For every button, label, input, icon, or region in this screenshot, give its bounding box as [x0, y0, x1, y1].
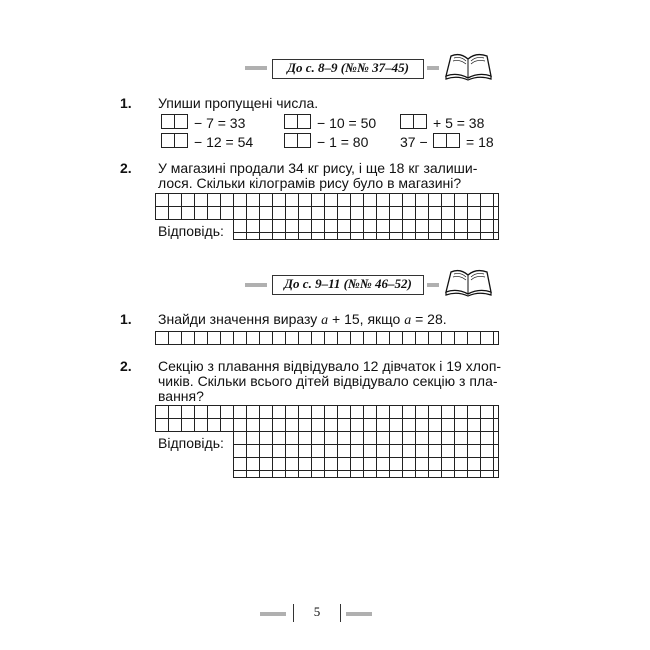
task-text-line: вання?	[158, 388, 204, 404]
answer-grid[interactable]	[233, 431, 499, 478]
equation-text: − 7 = 33	[194, 115, 246, 131]
header-bar-left	[245, 283, 267, 287]
task-text-line: чиків. Скільки всього дітей відвідувало секцію з пла-	[158, 373, 498, 389]
answer-box[interactable]	[297, 133, 311, 148]
equation-text: = 18	[466, 134, 494, 150]
task-text-line: Секцію з плавання відвідувало 12 дівчаток і 19 хлоп-	[158, 358, 502, 374]
equation-text: − 1 = 80	[317, 134, 369, 150]
task-text-part: = 28.	[415, 311, 447, 327]
variable-a: а	[404, 313, 412, 328]
task-number: 2.	[120, 358, 132, 374]
answer-box[interactable]	[161, 133, 175, 148]
answer-grid[interactable]	[233, 219, 499, 240]
equation-text: + 5 = 38	[433, 115, 485, 131]
variable-a: а	[321, 313, 329, 328]
task-text: Упиши пропущені числа.	[158, 95, 319, 111]
header-bar-right	[427, 283, 439, 287]
page-number-text: 5	[313, 604, 321, 619]
equation-text: 37 −	[400, 134, 428, 150]
answer-grid[interactable]	[155, 193, 499, 220]
task-text-line: У магазині продали 34 кг рису, і ще 18 кг залиши-	[158, 160, 478, 176]
task-number: 2.	[120, 160, 132, 176]
section-header	[272, 59, 424, 79]
answer-box[interactable]	[174, 114, 188, 129]
footer-bar-left	[260, 612, 286, 616]
answer-label: Відповідь:	[158, 435, 224, 451]
answer-grid[interactable]	[155, 331, 499, 345]
page-number	[293, 604, 341, 622]
header-bar-right	[427, 66, 439, 70]
answer-box[interactable]	[297, 114, 311, 129]
task-text-part: Знайди значення виразу	[158, 311, 318, 327]
answer-box[interactable]	[161, 114, 175, 129]
task-number: 1.	[120, 311, 132, 327]
answer-box[interactable]	[284, 114, 298, 129]
task-text-line: лося. Скільки кілограмів рису було в магазині?	[158, 175, 462, 191]
answer-box[interactable]	[433, 133, 447, 148]
task-text	[158, 311, 447, 329]
answer-box[interactable]	[446, 133, 460, 148]
section-header-text: До с. 9–11 (№№ 46–52)	[284, 276, 412, 291]
task-number: 1.	[120, 95, 132, 111]
header-bar-left	[245, 66, 267, 70]
answer-grid[interactable]	[155, 405, 499, 432]
section-header	[272, 275, 424, 295]
equation-text: − 10 = 50	[317, 115, 377, 131]
answer-box[interactable]	[413, 114, 427, 129]
footer-bar-right	[346, 612, 372, 616]
open-book-icon	[443, 50, 493, 82]
answer-label: Відповідь:	[158, 223, 224, 239]
section-header-text: До с. 8–9 (№№ 37–45)	[287, 60, 409, 75]
equation-text: − 12 = 54	[194, 134, 254, 150]
task-text-part: + 15, якщо	[332, 311, 401, 327]
answer-box[interactable]	[400, 114, 414, 129]
answer-box[interactable]	[174, 133, 188, 148]
answer-box[interactable]	[284, 133, 298, 148]
open-book-icon	[443, 266, 493, 298]
